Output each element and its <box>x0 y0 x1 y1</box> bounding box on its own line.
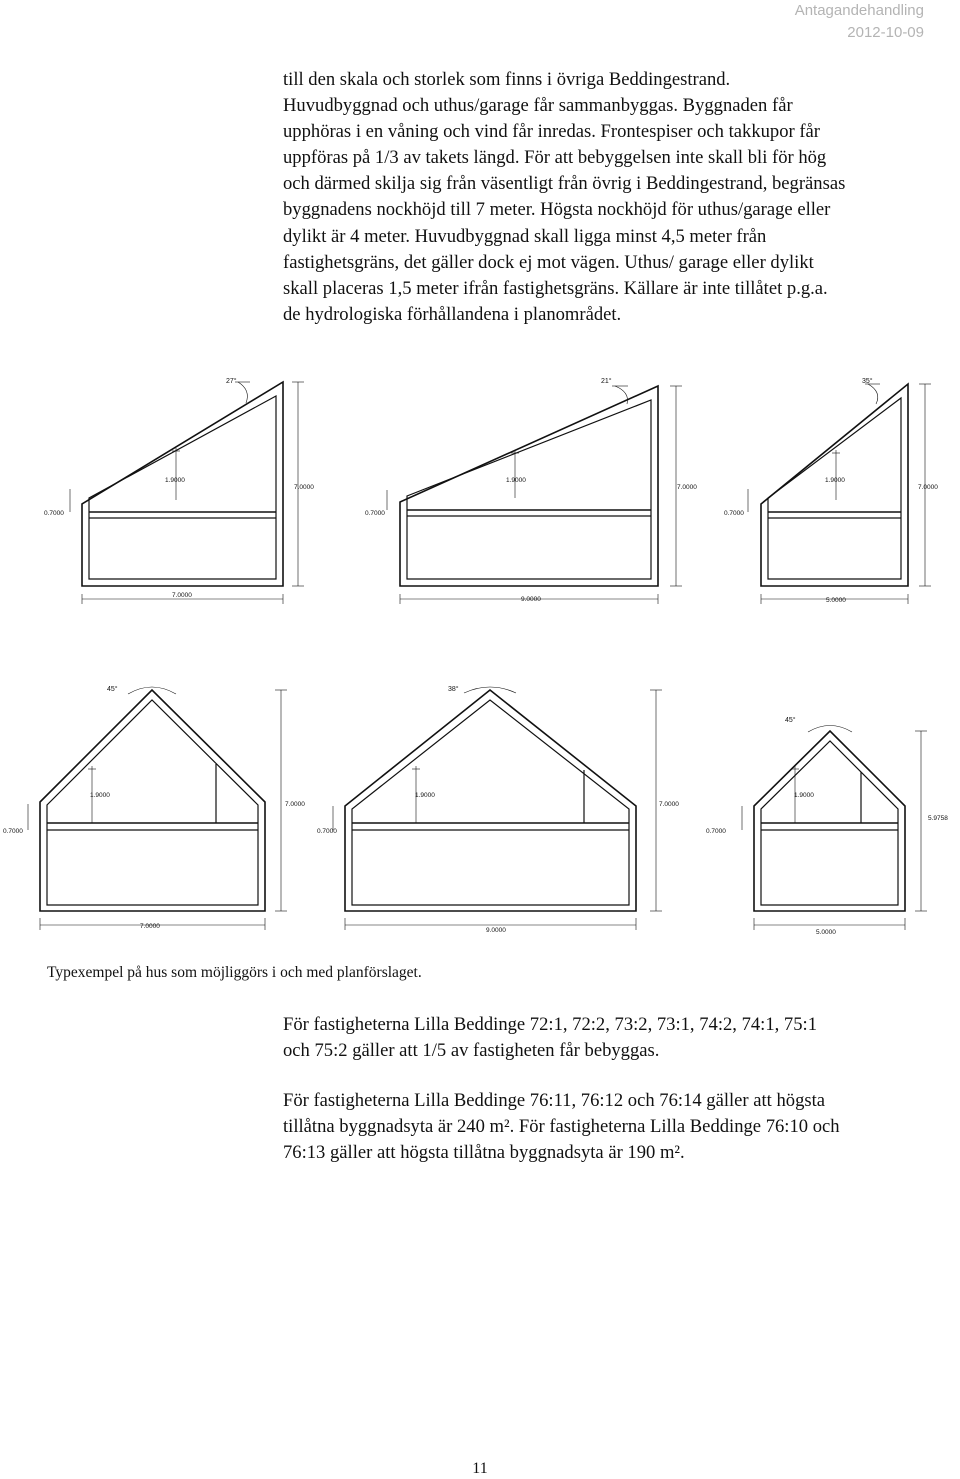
building-width-label: 9.0000 <box>521 596 541 603</box>
text-line: och därmed skilja sig från väsentligt från övrig i Beddingestrand, begränsas <box>283 173 846 195</box>
shed-roof-section-1 <box>70 382 304 604</box>
ridge-height-label: 7.0000 <box>285 801 305 808</box>
roof-angle-label: 35° <box>862 378 873 385</box>
building-width-label: 7.0000 <box>172 592 192 599</box>
eave-height-label: 0.7000 <box>44 510 64 517</box>
gable-roof-section-3 <box>742 726 927 931</box>
text-line: tillåtna byggnadsyta är 240 m². För fastigheterna Lilla Beddinge 76:10 och <box>283 1116 840 1138</box>
text-line: uppföras på 1/3 av takets längd. För att bebyggelsen inte skall bli för hög <box>283 147 827 169</box>
building-width-label: 7.0000 <box>140 923 160 930</box>
text-line: För fastigheterna Lilla Beddinge 76:11, 76:12 och 76:14 gäller att högsta <box>283 1090 826 1111</box>
knee-height-label: 1.9000 <box>825 477 845 484</box>
text-line: Huvudbyggnad och uthus/garage får sammanbyggas. Byggnaden får <box>283 95 793 117</box>
ridge-height-label: 5.9758 <box>928 815 948 822</box>
figure-caption: Typexempel på hus som möjliggörs i och med planförslaget. <box>47 964 422 981</box>
ridge-height-label: 7.0000 <box>294 484 314 491</box>
building-width-label: 9.0000 <box>486 927 506 934</box>
knee-height-label: 1.9000 <box>506 477 526 484</box>
ridge-height-label: 7.0000 <box>677 484 697 491</box>
text-line: och 75:2 gäller att 1/5 av fastigheten får bebyggas. <box>283 1040 660 1062</box>
text-line: 76:13 gäller att högsta tillåtna byggnadsyta är 190 m². <box>283 1142 685 1164</box>
document-status: Antagandehandling <box>794 2 924 19</box>
knee-height-label: 1.9000 <box>794 792 814 799</box>
text-line: fastighetsgräns, det gäller dock ej mot vägen. Uthus/ garage eller dylikt <box>283 251 814 273</box>
document-date: 2012-10-09 <box>847 24 924 41</box>
roof-angle-label: 45° <box>107 686 118 693</box>
text-line: För fastigheterna Lilla Beddinge 72:1, 72:2, 73:2, 73:1, 74:2, 74:1, 75:1 <box>283 1014 817 1035</box>
shed-roof-section-2 <box>387 386 682 604</box>
eave-height-label: 0.7000 <box>3 828 23 835</box>
eave-height-label: 0.7000 <box>317 828 337 835</box>
page-number: 11 <box>472 1460 488 1477</box>
ridge-height-label: 7.0000 <box>918 484 938 491</box>
roof-angle-label: 27° <box>226 378 237 385</box>
text-line: till den skala och storlek som finns i övriga Beddingestrand. <box>283 69 731 90</box>
knee-height-label: 1.9000 <box>415 792 435 799</box>
eave-height-label: 0.7000 <box>706 828 726 835</box>
paragraph-building-area <box>283 1088 923 1166</box>
ridge-height-label: 7.0000 <box>659 801 679 808</box>
text-line: upphöras i en våning och vind får inredas. Frontespiser och takkupor får <box>283 121 821 143</box>
text-line: skall placeras 1,5 meter ifrån fastighetsgräns. Källare är inte tillåtet p.g.a. <box>283 277 828 299</box>
building-width-label: 5.0000 <box>826 597 846 604</box>
eave-height-label: 0.7000 <box>365 510 385 517</box>
text-line: dylikt är 4 meter. Huvudbyggnad skall ligga minst 4,5 meter från <box>283 225 767 247</box>
text-line: byggnadens nockhöjd till 7 meter. Högsta nockhöjd för uthus/garage eller <box>283 199 831 221</box>
roof-angle-label: 38° <box>448 686 459 693</box>
gable-roof-section-1 <box>28 687 287 930</box>
text-line: de hydrologiska förhållandena i planområdet. <box>283 303 622 325</box>
paragraph-lot-share <box>283 1012 923 1064</box>
knee-height-label: 1.9000 <box>165 477 185 484</box>
knee-height-label: 1.9000 <box>90 792 110 799</box>
shed-roof-section-3 <box>748 384 931 604</box>
gable-roof-section-2 <box>333 687 662 930</box>
roof-angle-label: 45° <box>785 717 796 724</box>
roof-angle-label: 21° <box>601 378 612 385</box>
building-width-label: 5.0000 <box>816 929 836 936</box>
eave-height-label: 0.7000 <box>724 510 744 517</box>
